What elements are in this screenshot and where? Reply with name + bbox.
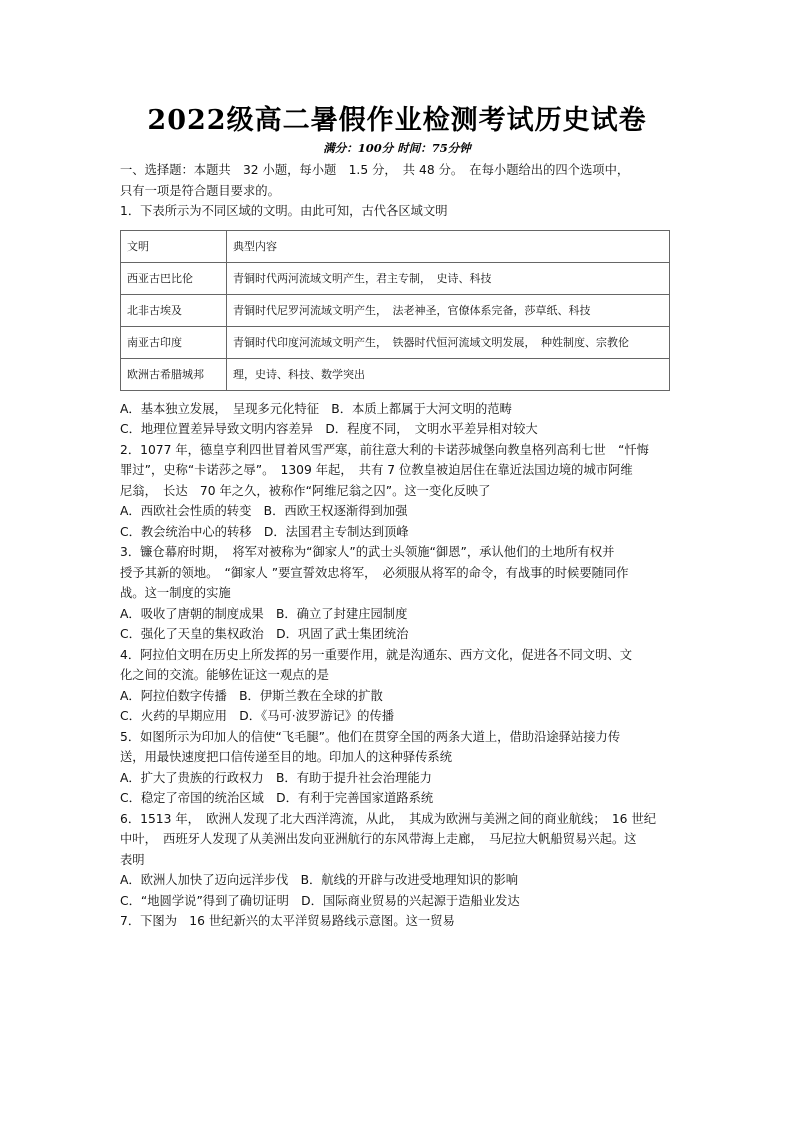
question-2-line-2: 罪过”，史称“卡诺莎之辱”。 1309 年起， 共有 7 位教皇被迫居住在靠近法国边境的城市阿维 xyxy=(120,463,633,477)
table-cell: 青铜时代两河流域文明产生，君主专制， 史诗、科技 xyxy=(227,262,670,294)
section-instruction-line-1: 一、选择题：本题共 32 小题，每小题 1.5 分， 共 48 分。 在每小题给出的四个选项中， xyxy=(120,163,630,177)
question-5-line-1: 5．如图所示为印加人的信使“飞毛腿”。他们在贯穿全国的两条大道上，借助沿途驿站接力传 xyxy=(120,729,621,744)
question-3-line-2: 授予其新的领地。 “御家人 ”要宣誓效忠将军， 必须服从将军的命令，有战事的时候要随同作 xyxy=(120,565,629,580)
table-cell: 西亚古巴比伦 xyxy=(121,262,227,294)
question-3-line-1: 3．镰仓幕府时期， 将军对被称为“御家人”的武士头领施“御恩”，承认他们的土地所有权并 xyxy=(120,545,615,559)
question-1-options-cd: C．地理位置差异导致文明内容差异 D．程度不同， 文明水平差异相对较大 xyxy=(120,422,538,436)
question-6-options-ab: A．欧洲人加快了迈向远洋步伐 B．航线的开辟与改进受地理知识的影响 xyxy=(120,873,519,887)
question-5-options-ab: A．扩大了贵族的行政权力 B．有助于提升社会治理能力 xyxy=(120,770,432,785)
question-5-line-2: 送，用最快速度把口信传递至目的地。印加人的这种驿传系统 xyxy=(120,750,453,764)
question-2-line-3: 尼翁， 长达 70 年之久，被称作“阿维尼翁之囚”。这一变化反映了 xyxy=(120,483,491,498)
question-1-options-ab: A．基本独立发展， 呈现多元化特征 B．本质上都属于大河文明的范畴 xyxy=(120,401,512,416)
question-1-stem: 1．下表所示为不同区域的文明。由此可知，古代各区域文明 xyxy=(120,204,448,218)
table-header-cell: 文明 xyxy=(121,230,227,262)
question-3-line-3: 战。这一制度的实施 xyxy=(120,586,231,600)
question-2-options-cd: C．教会统治中心的转移 D．法国君主专制达到顶峰 xyxy=(120,524,409,539)
question-4-line-1: 4．阿拉伯文明在历史上所发挥的另一重要作用，就是沟通东、西方文化，促进各不同文明、文 xyxy=(120,647,632,662)
table-cell: 青铜时代尼罗河流域文明产生， 法老神圣，官僚体系完备，莎草纸、科技 xyxy=(227,294,670,326)
table-header-row xyxy=(121,230,670,262)
question-2-line-1: 2．1077 年，德皇亨利四世冒着风雪严寒，前往意大利的卡诺莎城堡向教皇格列高利七世 “忏悔 xyxy=(120,442,649,457)
question-7-line-1: 7．下图为 16 世纪新兴的太平洋贸易路线示意图。这一贸易 xyxy=(120,914,455,928)
table-row xyxy=(121,326,670,358)
table-header-cell: 典型内容 xyxy=(227,230,670,262)
question-6-options-cd: C．“地圆学说”得到了确切证明 D．国际商业贸易的兴起源于造船业发达 xyxy=(120,893,520,908)
exam-body xyxy=(120,160,680,932)
question-2-options-ab: A．西欧社会性质的转变 B．西欧王权逐渐得到加强 xyxy=(120,504,408,518)
question-4-options-cd: C．火药的早期应用 D．《马可·波罗游记》的传播 xyxy=(120,709,395,723)
table-cell: 欧洲古希腊城邦 xyxy=(121,358,227,390)
question-3-options-ab: A．吸收了唐朝的制度成果 B．确立了封建庄园制度 xyxy=(120,606,408,621)
civilization-table xyxy=(120,230,670,391)
question-3-options-cd: C．强化了天皇的集权政治 D．巩固了武士集团统治 xyxy=(120,627,409,641)
question-5-options-cd: C．稳定了帝国的统治区域 D．有利于完善国家道路系统 xyxy=(120,791,434,805)
table-cell: 南亚古印度 xyxy=(121,326,227,358)
table-row xyxy=(121,294,670,326)
table-row xyxy=(121,358,670,390)
page-title: 2022级高二暑假作业检测考试历史试卷 xyxy=(147,105,647,136)
score-time-info: 满分：100分 时间：75分钟 xyxy=(323,141,471,155)
table-cell: 青铜时代印度河流域文明产生， 铁器时代恒河流域文明发展， 种姓制度、宗教伦 xyxy=(227,326,670,358)
table-cell: 理，史诗、科技、数学突出 xyxy=(227,358,670,390)
table-cell: 北非古埃及 xyxy=(121,294,227,326)
question-4-options-ab: A．阿拉伯数字传播 B．伊斯兰教在全球的扩散 xyxy=(120,688,383,703)
table-row xyxy=(121,262,670,294)
section-instruction-line-2: 只有一项是符合题目要求的。 xyxy=(120,183,280,198)
question-4-line-2: 化之间的交流。能够佐证这一观点的是 xyxy=(120,668,330,682)
question-6-line-1: 6．1513 年， 欧洲人发现了北大西洋湾流，从此， 其成为欧洲与美洲之间的商业航线； 16 世纪 xyxy=(120,811,657,826)
question-6-line-3: 表明 xyxy=(120,852,145,867)
question-6-line-2: 中叶， 西班牙人发现了从美洲出发向亚洲航行的东风带海上走廊， 马尼拉大帆船贸易兴起。这 xyxy=(120,832,637,846)
